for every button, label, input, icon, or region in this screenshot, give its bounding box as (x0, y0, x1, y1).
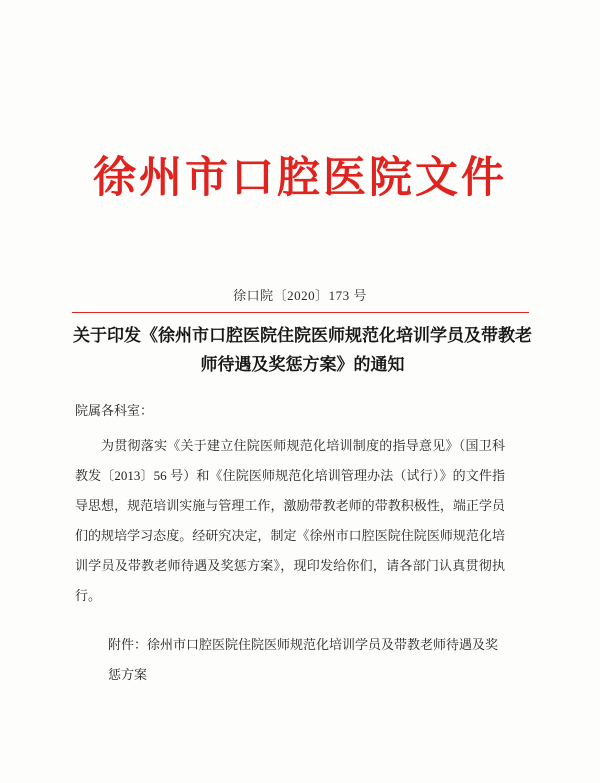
salutation: 院属各科室： (75, 403, 154, 418)
document-header-title: 徐州市口腔医院文件 (93, 153, 507, 203)
notice-title: 关于印发《徐州市口腔医院住院医师规范化培训学员及带教老师待遇及奖惩方案》的通知 (73, 326, 532, 375)
header-divider (72, 312, 529, 313)
attachment-note: 附件：徐州市口腔医院住院医师规范化培训学员及带教老师待遇及奖惩方案 (108, 637, 499, 682)
document-number: 徐口院〔2020〕173 号 (233, 288, 367, 303)
body-paragraph: 为贯彻落实《关于建立住院医师规范化培训制度的指导意见》（国卫科教发〔2013〕56 号）和《住院医师规范化培训管理办法（试行）》的文件指导思想，规范培训实施与管理工作，激励带教老师的带教积极性，端正学员们的规培学习态度。经研究决定，制定《徐州市口腔医院住院医师规范化培训学员及带教老师待遇及奖惩方案》，现印发给你们，请各部门认真贯彻执行。 (75, 438, 505, 603)
